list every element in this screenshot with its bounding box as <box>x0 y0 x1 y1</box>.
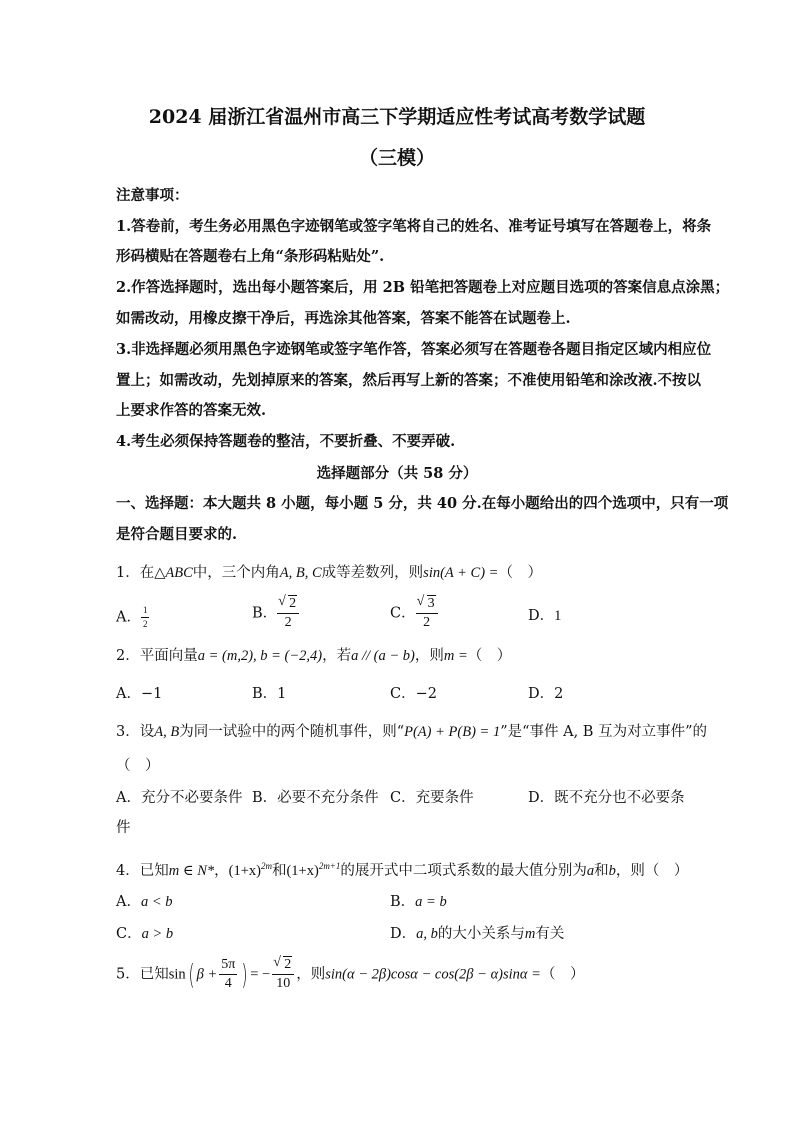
q5-prefix: 5．已知 <box>116 966 169 983</box>
q1-a-num: 1 <box>141 606 150 618</box>
q3-option-a[interactable]: A．充分不必要条件 <box>116 790 243 806</box>
notice-2-line-1: 2.作答选择题时，选出每小题答案后，用 2B 铅笔把答题卷上对应题目选项的答案信息点涂黑； <box>116 279 730 296</box>
q4-option-d-m: m <box>524 926 536 942</box>
q3-option-c[interactable]: C．充要条件 <box>390 790 474 806</box>
q4-text: 的展开式中二项式系数的最大值分别为 <box>340 862 587 879</box>
q5-den: 4 <box>224 976 232 991</box>
q1-option-d-label: D． <box>528 608 555 624</box>
q1-option-c[interactable] <box>390 597 438 630</box>
notice-heading: 注意事项： <box>116 187 189 204</box>
q1-option-d[interactable] <box>528 606 561 626</box>
q1-option-c-label: C． <box>390 605 416 622</box>
q1-b-den: 2 <box>284 615 292 630</box>
section-line-2: 是符合题目要求的. <box>116 526 238 543</box>
q1-angles: A, B, C <box>279 565 322 581</box>
q5-den-2: 10 <box>276 976 291 991</box>
q1-option-a-fraction <box>141 606 150 629</box>
page-title: 2024 届浙江省温州市高三下学期适应性考试高考数学试题 <box>148 106 646 128</box>
q4-option-c-value: a > b <box>141 926 174 942</box>
q4-text-end: ，则（ ） <box>615 862 689 879</box>
q2-option-d[interactable]: D．2 <box>528 686 564 702</box>
notice-3-line-1: 3.非选择题必须用黑色字迹钢笔或签字笔作答，答案必须写在答题卷各题目指定区域内相应位 <box>116 341 712 358</box>
q3-text: 为同一试验中的两个随机事件，则“ <box>179 724 405 740</box>
notice-1-line-2: 形码横贴在答题卷右上角“条形码粘贴处”. <box>116 248 385 265</box>
q4-option-b-value: a = b <box>415 894 447 910</box>
q5-expression: sin(α − 2β)cosα − cos(2β − α)sinα = <box>325 966 541 983</box>
question-3 <box>116 722 707 742</box>
q4-expr-1: (1+x) <box>228 862 261 879</box>
section-line-1: 一、选择题：本大题共 8 小题，每小题 5 分，共 40 分.在每小题给出的四个选项中，只有一项 <box>116 495 729 512</box>
q5-paren-right: ) <box>241 957 248 991</box>
q4-option-a-label: A． <box>116 894 141 910</box>
q1-text-2: 成等差数列，则 <box>321 565 424 581</box>
q5-equals: = − <box>250 966 271 983</box>
q2-option-a[interactable]: A．−1 <box>116 686 163 702</box>
q5-fraction-2 <box>272 958 294 991</box>
q5-blank: （ ） <box>540 966 585 983</box>
q1-prefix: 1．在 <box>116 565 155 581</box>
q1-c-den: 2 <box>423 615 431 630</box>
q4-option-a[interactable] <box>116 892 173 912</box>
q4-option-d[interactable] <box>390 924 564 944</box>
q3-text-end: ”是“事件 A, B 互为对立事件”的 <box>500 724 707 740</box>
q3-option-d[interactable]: D．既不充分也不必要条 <box>528 790 685 806</box>
q4-b: b <box>608 862 616 879</box>
q4-option-d-label: D． <box>390 926 417 942</box>
q2-prefix: 2．平面向量 <box>116 648 198 664</box>
q1-option-a[interactable] <box>116 606 149 629</box>
q1-option-b[interactable] <box>252 597 299 630</box>
q5-paren-left: ( <box>188 957 195 991</box>
q2-text: ，若 <box>322 648 352 664</box>
q4-power-1: 2m <box>260 861 272 871</box>
q4-expr-2: (1+x) <box>286 862 319 879</box>
q3-expression: P(A) + P(B) = 1 <box>404 724 501 740</box>
notice-4: 4.考生必须保持答题卷的整洁，不要折叠、不要弄破. <box>116 433 456 450</box>
q4-option-b-label: B． <box>390 894 416 910</box>
part-heading: 选择题部分（共 58 分） <box>316 465 478 482</box>
q5-text: ，则 <box>296 966 326 983</box>
q4-option-d-text: 的大小关系与 <box>437 926 525 942</box>
q1-triangle: △ABC <box>154 565 193 581</box>
q4-a: a <box>586 862 595 879</box>
q5-beta: β + <box>196 966 218 983</box>
q3-prefix: 3．设 <box>116 724 155 740</box>
q5-num: 5π <box>219 958 237 975</box>
q4-option-b[interactable] <box>390 892 447 912</box>
q4-and-2: 和 <box>594 862 609 879</box>
q1-text: 中，三个内角 <box>192 565 280 581</box>
q4-comma: ， <box>214 862 229 879</box>
notice-1-line-1: 1.答卷前，考生务必用黑色字迹钢笔或签字笔将自己的姓名、准考证号填写在答题卷上，将条 <box>116 218 712 235</box>
q5-num-2: 2 <box>284 957 292 972</box>
q4-option-a-value: a < b <box>140 894 173 910</box>
q4-option-d-end: 有关 <box>535 926 565 942</box>
question-5 <box>116 958 584 991</box>
q2-condition: a // (a − b) <box>351 648 415 664</box>
question-4 <box>116 856 688 881</box>
q1-b-num: 2 <box>289 596 297 611</box>
q1-option-b-fraction <box>277 597 299 630</box>
q1-c-num: 3 <box>427 596 435 611</box>
q4-option-d-vars: a, b <box>416 926 438 942</box>
notice-3-line-2: 置上；如需改动，先划掉原来的答案，然后再写上新的答案；不准使用铅笔和涂改液.不按以 <box>116 372 702 389</box>
q1-a-den: 2 <box>142 619 148 629</box>
q3-option-d-wrap: 件 <box>116 820 131 836</box>
q3-option-b[interactable]: B．必要不充分条件 <box>252 790 379 806</box>
q5-sin: sin <box>168 966 186 983</box>
q4-option-c-label: C． <box>116 926 142 942</box>
q1-option-a-label: A． <box>116 609 141 626</box>
q1-expression: sin(A + C) = <box>423 565 499 581</box>
q3-events: A, B <box>154 724 180 740</box>
q1-blank: （ ） <box>498 565 542 581</box>
q1-option-b-label: B． <box>252 605 278 622</box>
q4-prefix: 4．已知 <box>116 862 169 879</box>
notice-3-line-3: 上要求作答的答案无效. <box>116 402 267 419</box>
q2-vectors: a = (m,2), b = (−2,4) <box>197 648 323 664</box>
notice-2-line-2: 如需改动，用橡皮擦干净后，再选涂其他答案，答案不能答在试题卷上. <box>116 310 571 327</box>
question-2 <box>116 646 511 666</box>
q2-option-b[interactable]: B．1 <box>252 686 287 702</box>
q5-fraction <box>219 958 237 991</box>
q4-and: 和 <box>271 862 287 879</box>
page-subtitle: （三模） <box>358 147 435 169</box>
q3-blank: （ ） <box>116 758 160 774</box>
q2-option-c[interactable]: C．−2 <box>390 686 437 702</box>
q2-variable: m = <box>443 648 468 664</box>
q4-option-c[interactable] <box>116 924 173 944</box>
q1-option-c-fraction <box>416 597 438 630</box>
q2-text-2: ，则 <box>414 648 444 664</box>
question-1 <box>116 563 542 583</box>
q2-blank: （ ） <box>467 648 512 664</box>
q4-power-2: 2m+1 <box>318 861 341 871</box>
q4-condition: m ∈ N* <box>168 862 215 879</box>
q1-option-d-value: 1 <box>554 608 562 624</box>
